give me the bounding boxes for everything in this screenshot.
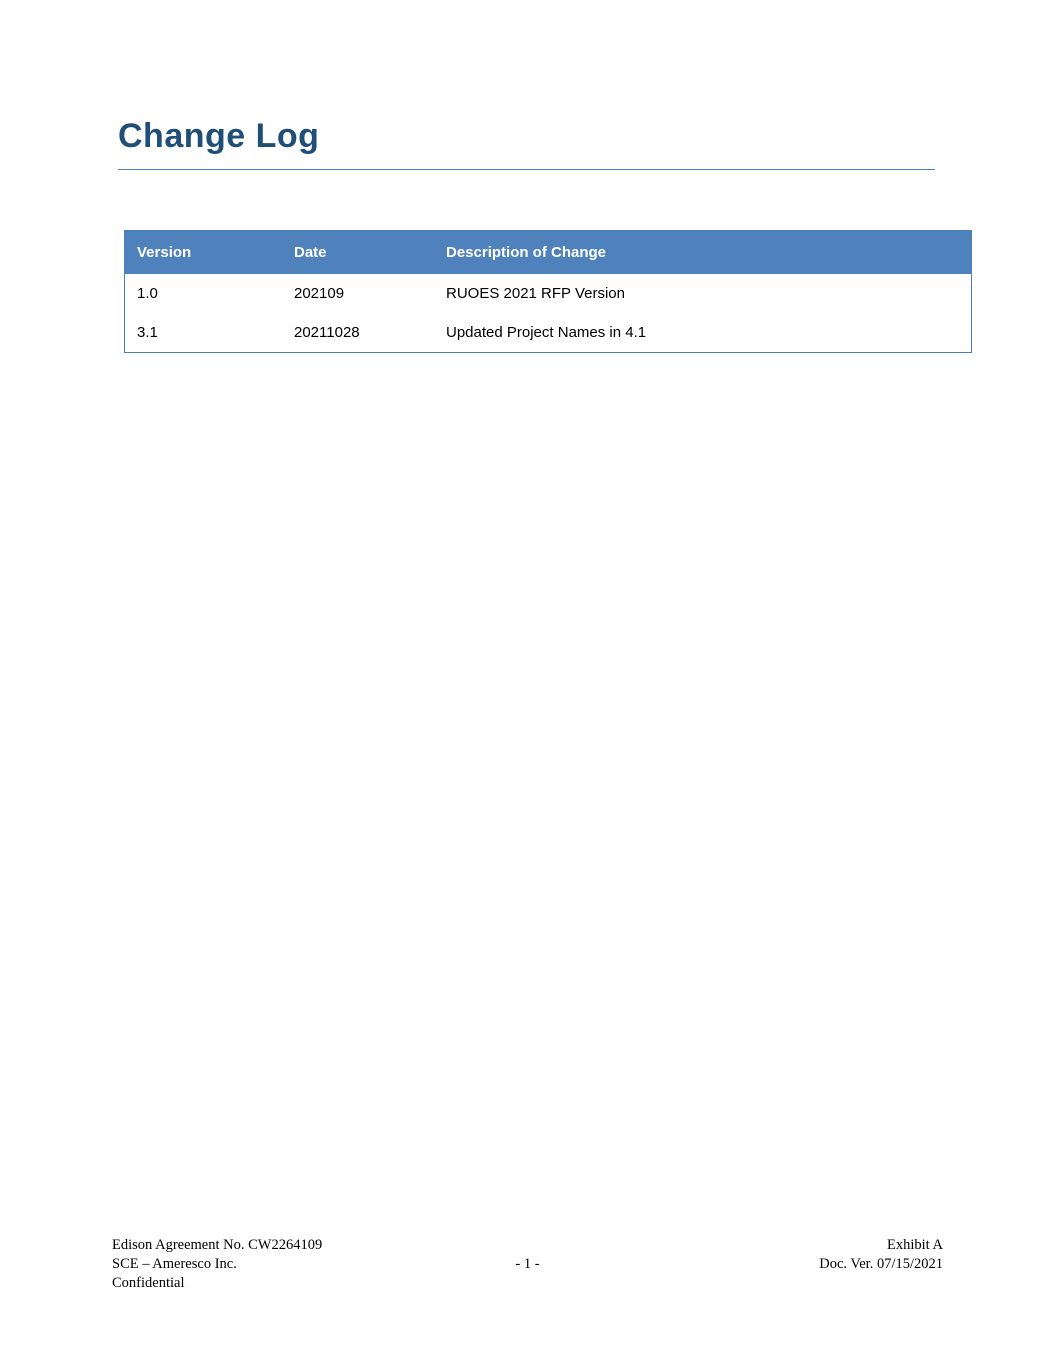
footer-confidentiality: Confidential	[112, 1274, 185, 1291]
cell-date: 20211028	[282, 313, 434, 353]
table-row	[125, 313, 972, 353]
cell-version: 1.0	[125, 274, 283, 313]
cell-description: RUOES 2021 RFP Version	[434, 274, 972, 313]
footer-agreement-number: Edison Agreement No. CW2264109	[112, 1236, 323, 1253]
footer-row-1	[112, 1236, 943, 1255]
table-body	[125, 274, 972, 353]
column-header-date: Date	[282, 231, 434, 275]
cell-date: 202109	[282, 274, 434, 313]
table-row	[125, 274, 972, 313]
page-title: Change Log	[118, 117, 320, 155]
footer-row-3	[112, 1274, 943, 1293]
footer-page-number: - 1 -	[515, 1255, 540, 1272]
title-divider	[118, 169, 935, 170]
footer-row-2	[112, 1255, 943, 1274]
column-header-description: Description of Change	[434, 231, 972, 275]
title-block	[118, 118, 935, 170]
table-header-row	[125, 231, 972, 275]
page-footer	[112, 1236, 943, 1293]
table-header	[125, 231, 972, 275]
change-log-table	[124, 230, 972, 353]
cell-version: 3.1	[125, 313, 283, 353]
footer-doc-version: Doc. Ver. 07/15/2021	[819, 1255, 943, 1272]
footer-exhibit-label: Exhibit A	[887, 1236, 943, 1253]
column-header-version: Version	[125, 231, 283, 275]
footer-company: SCE – Ameresco Inc.	[112, 1255, 237, 1272]
cell-description: Updated Project Names in 4.1	[434, 313, 972, 353]
